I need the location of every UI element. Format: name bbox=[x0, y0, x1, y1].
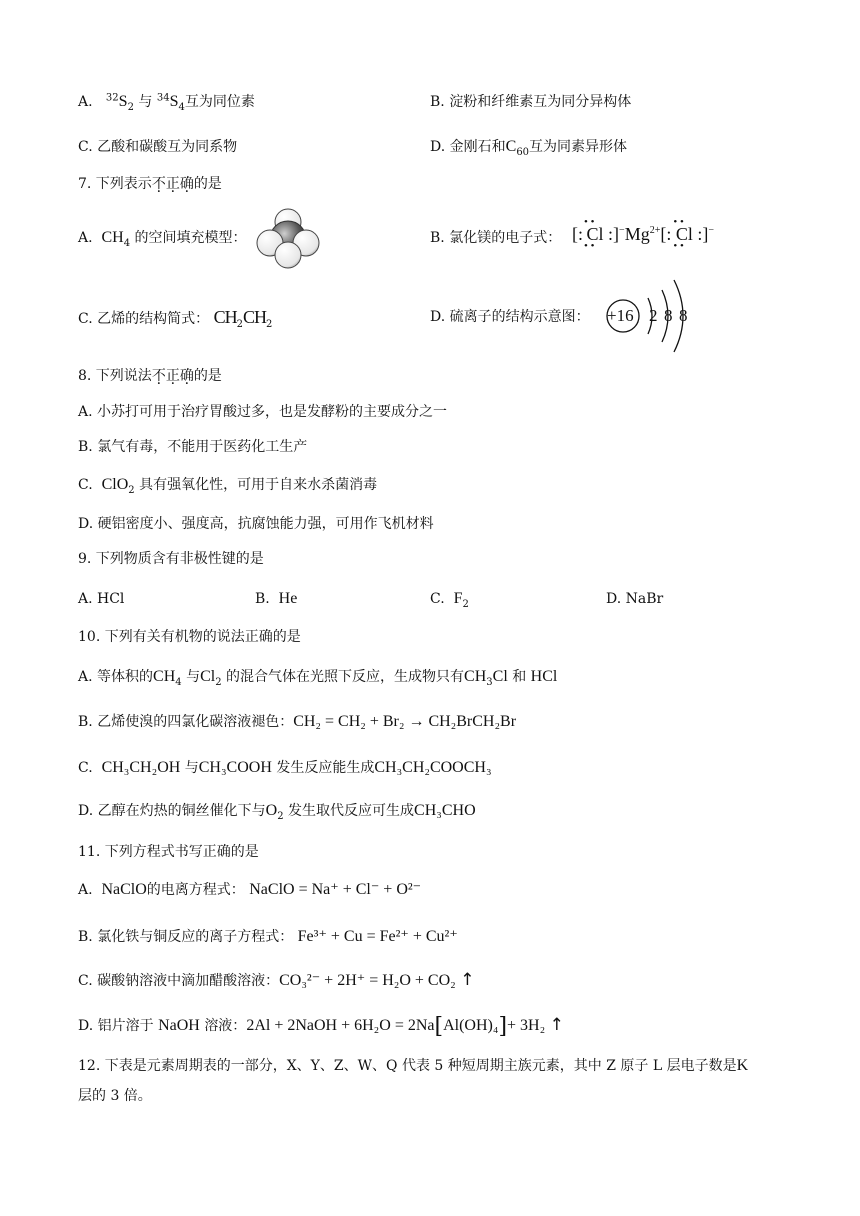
q11-option-b: B. 氯化铁与铜反应的离子方程式： Fe³⁺ + Cu = Fe²⁺ + Cu²⁺ bbox=[78, 928, 458, 945]
q12-stem-line1: 12. 下表是元素周期表的一部分，X、Y、Z、W、Q 代表 5 种短周期主族元素，其中 Z 原子 L 层电子数是K bbox=[78, 1057, 749, 1074]
q7-stem: 7. 下列表示不正确的是 bbox=[78, 176, 222, 192]
q10-option-d: D. 乙醇在灼热的铜丝催化下与$O_2$ 发生取代反应可生成CH₃CHO bbox=[78, 802, 476, 822]
nucleus-charge: +16 bbox=[607, 306, 634, 325]
q6-option-b: B. 淀粉和纤维素互为同分异构体 bbox=[430, 94, 632, 110]
q10-option-a: A. 等体积的$CH_4$ 与$Cl_2$ 的混合气体在光照下反应，生成物只有$CH_3Cl$ 和 HCl bbox=[78, 668, 558, 688]
q10-option-b: B. 乙烯使溴的四氯化碳溶液褪色：CH₂ = CH₂ + Br₂ → CH₂BrCH₂Br bbox=[78, 713, 517, 730]
q6-option-c: C. 乙酸和碳酸互为同系物 bbox=[78, 139, 238, 155]
methane-space-filling-model-image bbox=[255, 206, 321, 270]
q8-option-d: D. 硬铝密度小、强度高，抗腐蚀能力强，可用作飞机材料 bbox=[78, 516, 434, 532]
q8-option-c: C. ClO$_2$ 具有强氧化性，可用于自来水杀菌消毒 bbox=[78, 476, 378, 496]
q11-option-a: A. NaClO的电离方程式： NaClO = Na⁺ + Cl⁻ + O²⁻ bbox=[78, 881, 422, 898]
gas-arrow-icon: ↑ bbox=[460, 970, 475, 990]
q9-stem: 9. 下列物质含有非极性键的是 bbox=[78, 551, 264, 567]
q7-option-c: C. 乙烯的结构简式： $CH_2CH_2$ bbox=[78, 307, 273, 330]
shell-3-electrons: 8 bbox=[679, 306, 688, 325]
q9-option-b: B. He bbox=[255, 590, 298, 607]
ionization-equation: NaClO = Na⁺ + Cl⁻ + O²⁻ bbox=[249, 881, 422, 898]
q6-option-a: A. $^{32}S_2$ 与 $^{34}S_4$互为同位素 bbox=[78, 92, 255, 113]
ionic-equation: Fe³⁺ + Cu = Fe²⁺ + Cu²⁺ bbox=[297, 928, 458, 945]
bromination-equation: CH₂ = CH₂ + Br₂ → CH₂BrCH₂Br bbox=[293, 713, 517, 730]
q11-option-c: C. 碳酸钠溶液中滴加醋酸溶液：CO₃²⁻ + 2H⁺ = H₂O + CO₂ ↑ bbox=[78, 970, 475, 990]
shell-1-electrons: 2 bbox=[649, 306, 658, 325]
q9-option-d: D. NaBr bbox=[606, 591, 664, 607]
mgcl2-electron-formula: [: Cl • • • • $:]^-Mg^{2+}$[: Cl • • • • :]− bbox=[572, 216, 715, 252]
q10-option-c: C. CH₃CH₂OH 与CH₃COOH 发生反应能生成CH₃CH₂COOCH₃ bbox=[78, 759, 492, 776]
q9-option-a: A. HCl bbox=[78, 591, 125, 607]
q9-option-c: C. $F_2$ bbox=[430, 590, 469, 610]
q7-option-b: B. 氯化镁的电子式： bbox=[430, 230, 562, 246]
q8-option-b: B. 氯气有毒，不能用于医药化工生产 bbox=[78, 439, 308, 455]
shell-2-electrons: 8 bbox=[664, 306, 673, 325]
q10-stem: 10. 下列有关有机物的说法正确的是 bbox=[78, 629, 301, 645]
q6-option-d: D. 金刚石和$C_{60}$互为同素异形体 bbox=[430, 138, 628, 158]
gas-arrow-icon: ↑ bbox=[549, 1015, 564, 1035]
carbonate-equation: CO₃²⁻ + 2H⁺ = H₂O + CO₂ bbox=[279, 972, 456, 989]
q8-stem: 8. 下列说法不正确的是 bbox=[78, 368, 222, 384]
q8-option-a: A. 小苏打可用于治疗胃酸过多，也是发酵粉的主要成分之一 bbox=[78, 404, 448, 420]
q7-option-a: A. $CH_4$ 的空间填充模型： bbox=[78, 229, 247, 249]
q11-stem: 11. 下列方程式书写正确的是 bbox=[78, 844, 259, 860]
aluminum-equation: 2Al + 2NaOH + 6H₂O = 2Na bbox=[246, 1017, 435, 1034]
q7-option-d: D. 硫离子的结构示意图： bbox=[430, 309, 590, 325]
q11-option-d: D. 铝片溶于 NaOH 溶液：2Al + 2NaOH + 6H₂O = 2Na[Al(OH)₄]+ 3H₂ ↑ bbox=[78, 1014, 564, 1039]
q12-stem-line2: 层的 3 倍。 bbox=[78, 1088, 152, 1104]
